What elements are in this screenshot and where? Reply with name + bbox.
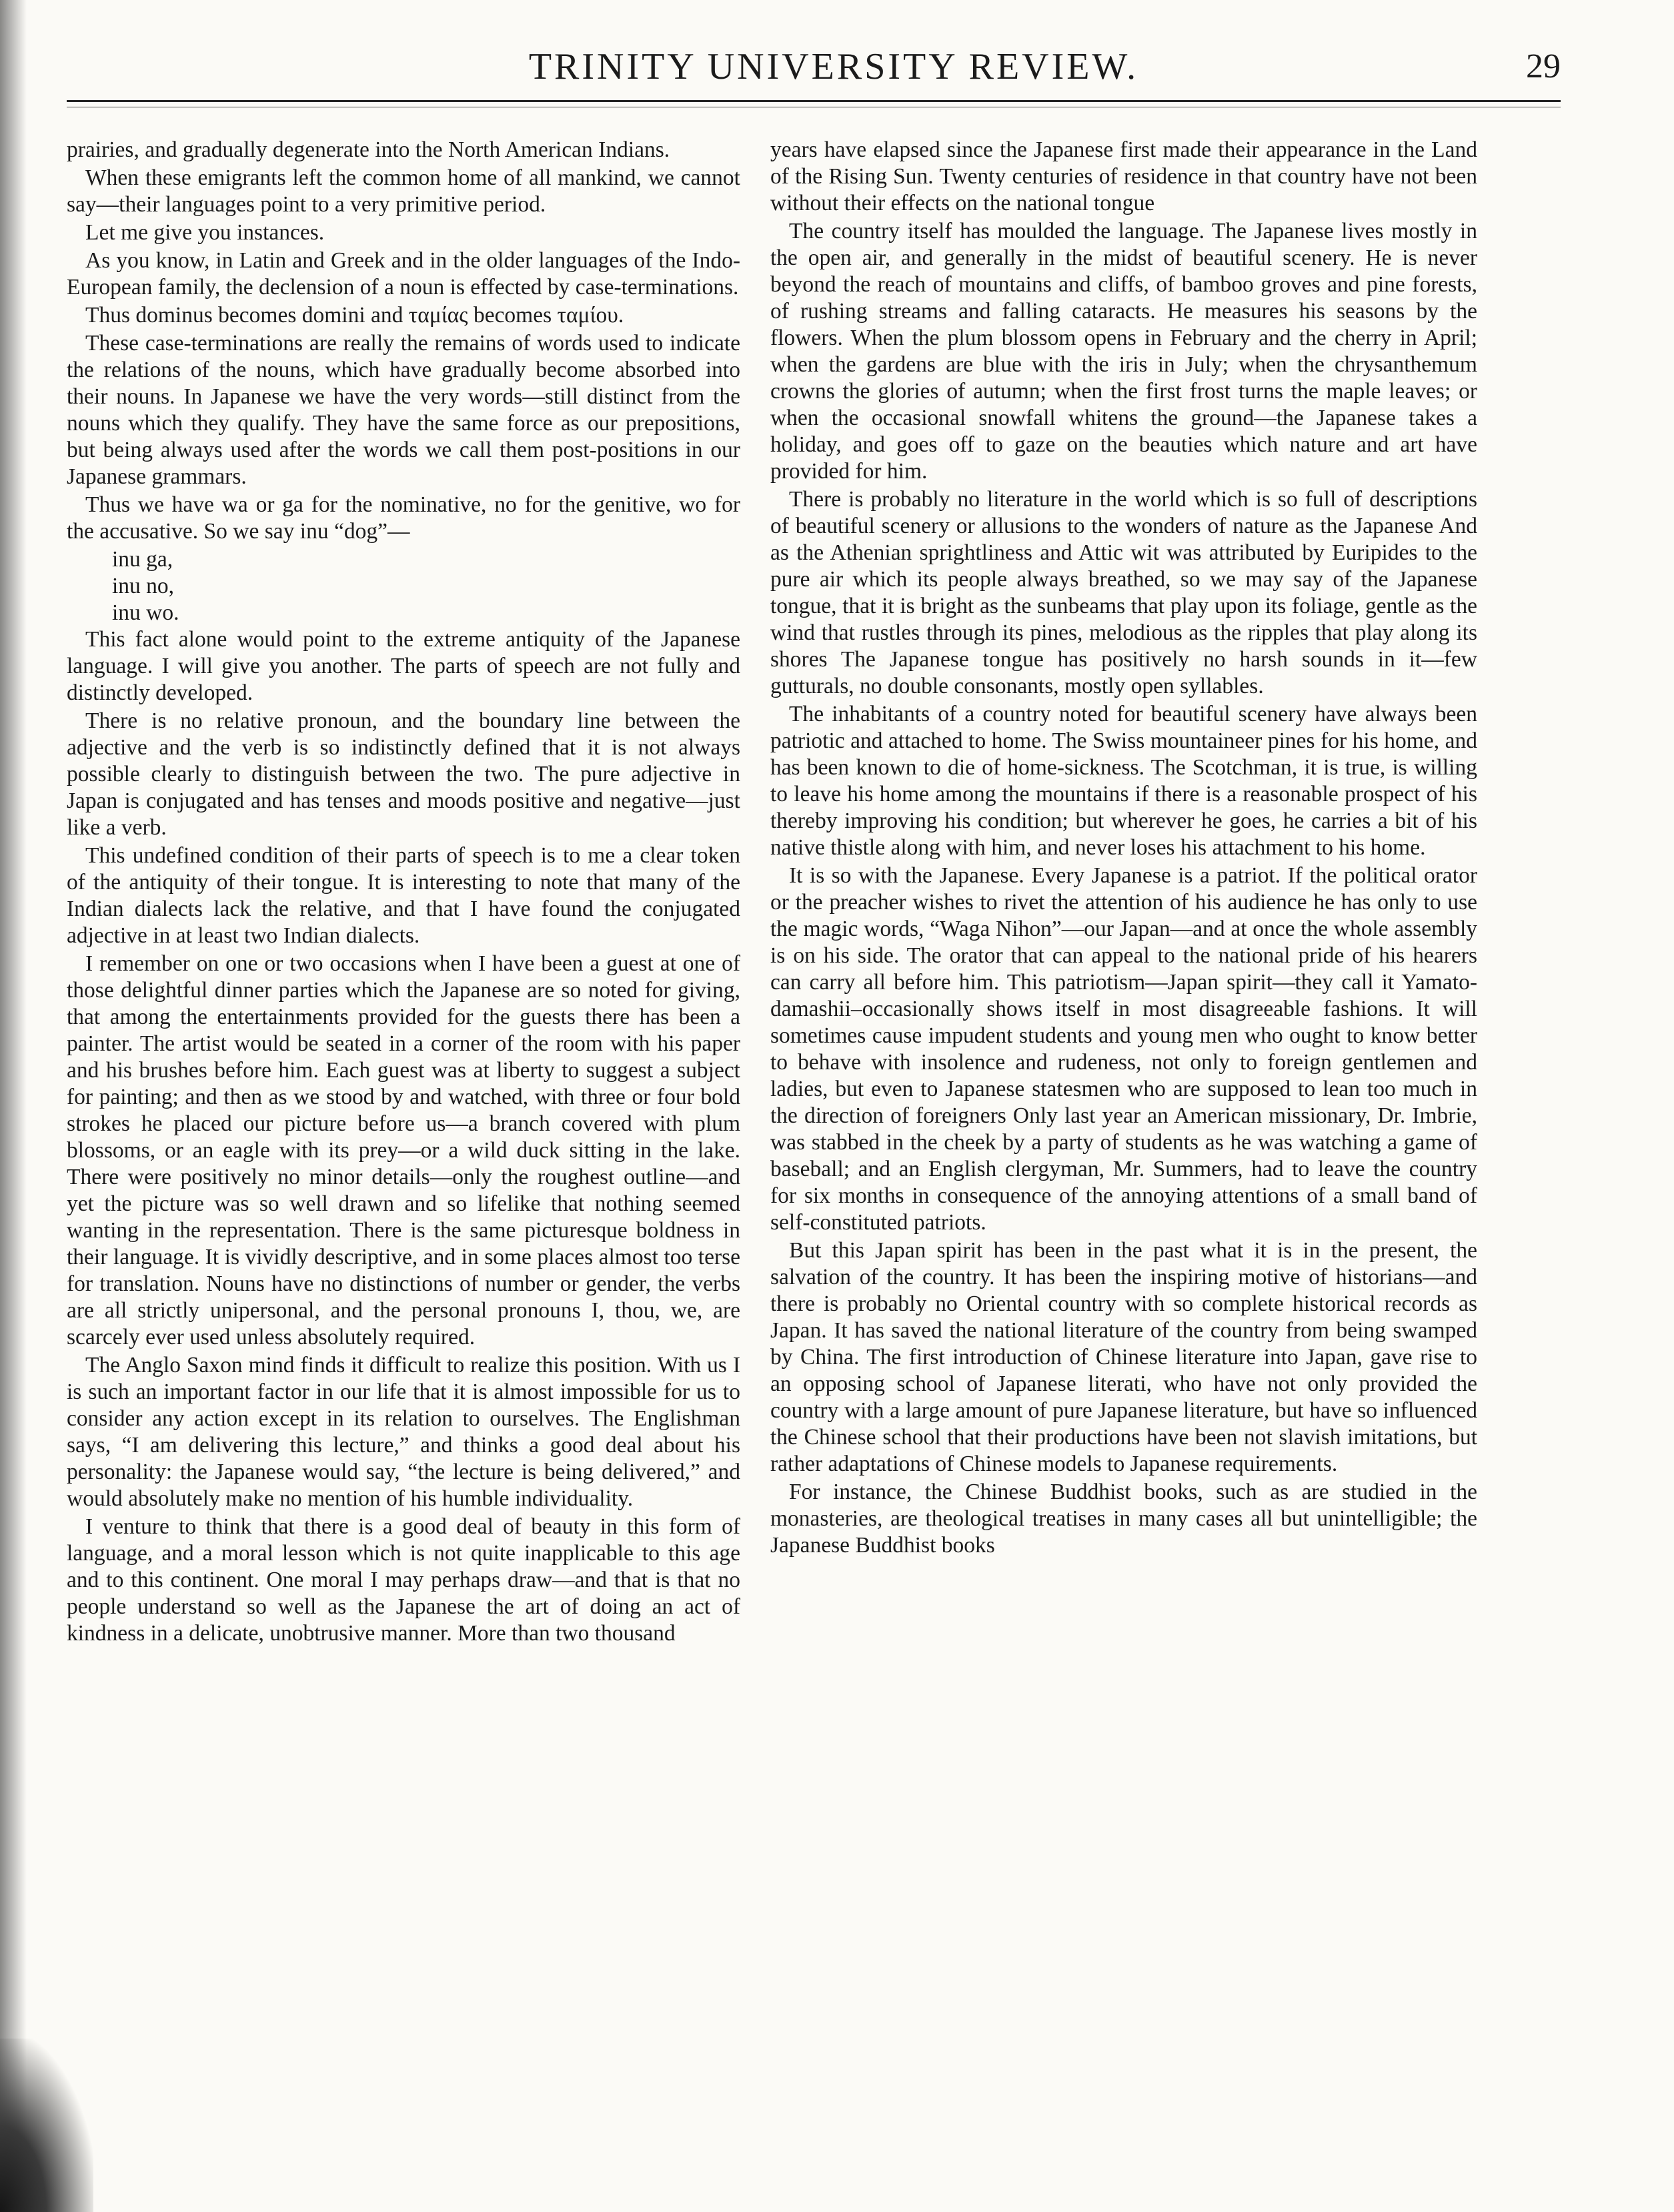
paragraph: These case-terminations are really the remains of words used to indicate the relations of the nouns, which have gradually become absorbed into their nouns. In Japanese we have the very words—still distinct from the nouns which they qualify. They have the same force as our prepositions, but being always used after the words we call them post-positions in our Japanese grammars.	[67, 331, 740, 489]
paragraph: It is so with the Japanese. Every Japanese is a patriot. If the political orator or the preacher wishes to rivet the attention of his audience he has only to use the magic words, “Waga Nihon”—our Japan—and at once the whole assembly is on his side. The orator that can appeal to the national pride of his hearers can carry all before him. This patriotism—Japan spirit—they call it Yamato-damashii–occasionally shows itself in most disagreeable fashions. It will sometimes cause impudent students and young men who ought to know better to behave with insolence and rudeness, not only to foreign gentlemen and ladies, but even to Japanese statesmen who are supposed to lean too much in the direction of foreigners Only last year an American missionary, Dr. Imbrie, was stabbed in the cheek by a party of students as he was watching a game of baseball; and an English clergyman, Mr. Summers, had to leave the country for six months in consequence of the annoying attentions of a small band of self-constituted patriots.	[770, 863, 1477, 1235]
paragraph: This fact alone would point to the extreme antiquity of the Japanese language. I will give you another. The parts of speech are not fully and distinctly developed.	[67, 627, 740, 705]
paragraph: The country itself has moulded the language. The Japanese lives mostly in the open air, and generally in the midst of beautiful scenery. He is never beyond the reach of mountains and cliffs, of bamboo groves and pine forests, of rushing streams and falling cataracts. He measures his seasons by the flowers. When the plum blossom opens in February and the cherry in April; when the gardens are blue with the iris in July; when the chrysanthemum crowns the glories of autumn; when the first frost turns the maple leaves; or when the occasional snowfall whitens the ground—the Japanese takes a holiday, and goes off to gaze on the beauties which nature and art have provided for him.	[770, 219, 1477, 484]
paragraph: Thus dominus becomes domini and ταμίας becomes ταμίου.	[85, 303, 624, 328]
example-line: inu ga,	[112, 547, 173, 572]
header-rule	[67, 100, 1561, 102]
example-line: inu wo.	[112, 600, 179, 625]
paragraph: There is no relative pronoun, and the boundary line between the adjective and the verb is so indistinctly defined that it is not always possible clearly to distinguish between the two. The pure adjective in Japan is conjugated and has tenses and moods positive and negative—just like a verb.	[67, 708, 740, 840]
journal-title: TRINITY UNIVERSITY REVIEW.	[528, 46, 1139, 87]
paragraph: As you know, in Latin and Greek and in the older languages of the Indo-European family, the declension of a noun is effected by case-terminations.	[67, 248, 740, 300]
right-column	[770, 137, 1477, 1560]
page-number: 29	[1526, 47, 1561, 85]
paragraph: The inhabitants of a country noted for beautiful scenery have always been patriotic and attached to home. The Swiss mountaineer pines for his home, and has been known to die of home-sickness. The Scotchman, it is true, is willing to leave his home among the mountains if there is a reasonable prospect of his thereby improving his condition; but wherever he goes, he carries a bit of his native thistle along with him, and never loses his attachment to his home.	[770, 702, 1477, 860]
paragraph: Let me give you instances.	[85, 220, 325, 245]
paragraph: The Anglo Saxon mind finds it difficult to realize this position. With us I is such an important factor in our life that it is almost impossible for us to consider any action except in its relation to ourselves. The Englishman says, “I am delivering this lecture,” and thinks a good deal about his personality: the Japanese would say, “the lecture is being delivered,” and would absolutely make no mention of his humble individuality.	[67, 1353, 740, 1511]
paragraph: Thus we have wa or ga for the nominative, no for the genitive, wo for the accusative. So we say inu “dog”—	[67, 492, 740, 544]
left-column	[67, 137, 740, 1648]
paragraph: There is probably no literature in the world which is so full of descriptions of beautiful scenery or allusions to the wonders of nature as the Japanese And as the Athenian sprightliness and Attic wit was attributed by Euripides to the pure air which its people always breathed, so we may say of the Japanese tongue, that it is bright as the sunbeams that play upon its foliage, gentle as the wind that rustles through its pines, melodious as the ripples that play along its shores The Japanese tongue has positively no harsh sounds in it—few gutturals, no double consonants, mostly open syllables.	[770, 487, 1477, 698]
paragraph: years have elapsed since the Japanese first made their appearance in the Land of the Rising Sun. Twenty centuries of residence in that country have not been without their effects on the national tongue	[770, 137, 1477, 215]
paragraph: For instance, the Chinese Buddhist books, such as are studied in the monasteries, are theological treatises in many cases all but unintelligible; the Japanese Buddhist books	[770, 1480, 1477, 1558]
example-line: inu no,	[112, 574, 175, 598]
binding-shadow	[0, 0, 27, 2212]
page-corner-shadow	[0, 2039, 93, 2212]
paragraph: I venture to think that there is a good deal of beauty in this form of language, and a moral lesson which is not quite inapplicable to this age and to this continent. One moral I may perhaps draw—and that is that no people understand so well as the Japanese the art of doing an act of kindness in a delicate, unobtrusive manner. More than two thousand	[67, 1514, 740, 1646]
paragraph: This undefined condition of their parts of speech is to me a clear token of the antiquity of their tongue. It is interesting to note that many of the Indian dialects lack the relative, and that I have found the conjugated adjective in at least two Indian dialects.	[67, 843, 740, 948]
paragraph: I remember on one or two occasions when I have been a guest at one of those delightful dinner parties which the Japanese are so noted for giving, that among the entertainments provided for the guests there has been a painter. The artist would be seated in a corner of the room with his paper and his brushes before him. Each guest was at liberty to suggest a subject for painting; and then as we stood by and watched, with three or four bold strokes he placed our picture before us—a branch covered with plum blossoms, or an eagle with its prey—or a wild duck sitting in the lake. There were positively no minor details—only the roughest outline—and yet the picture was so well drawn and so lifelike that nothing seemed wanting in the representation. There is the same picturesque boldness in their language. It is vividly descriptive, and in some places almost too terse for translation. Nouns have no distinctions of number or gender, the verbs are all strictly unipersonal, and the personal pronouns I, thou, we, are scarcely ever used unless absolutely required.	[67, 951, 740, 1349]
paragraph: prairies, and gradually degenerate into the North American Indians.	[67, 137, 670, 162]
paragraph: But this Japan spirit has been in the past what it is in the present, the salvation of the country. It has been the inspiring motive of historians—and there is probably no Oriental country with so complete historical records as Japan. It has saved the national literature of the country from being swamped by China. The first introduction of Chinese literature into Japan, gave rise to an opposing school of Japanese literati, who have not only provided the country with a large amount of pure Japanese literature, but have so influenced the Chinese school that their productions have been not slavish imitations, but rather adaptations of Chinese models to Japanese requirements.	[770, 1238, 1477, 1476]
running-header	[67, 39, 1561, 99]
paragraph: When these emigrants left the common home of all mankind, we cannot say—their languages point to a very primitive period.	[67, 165, 740, 217]
